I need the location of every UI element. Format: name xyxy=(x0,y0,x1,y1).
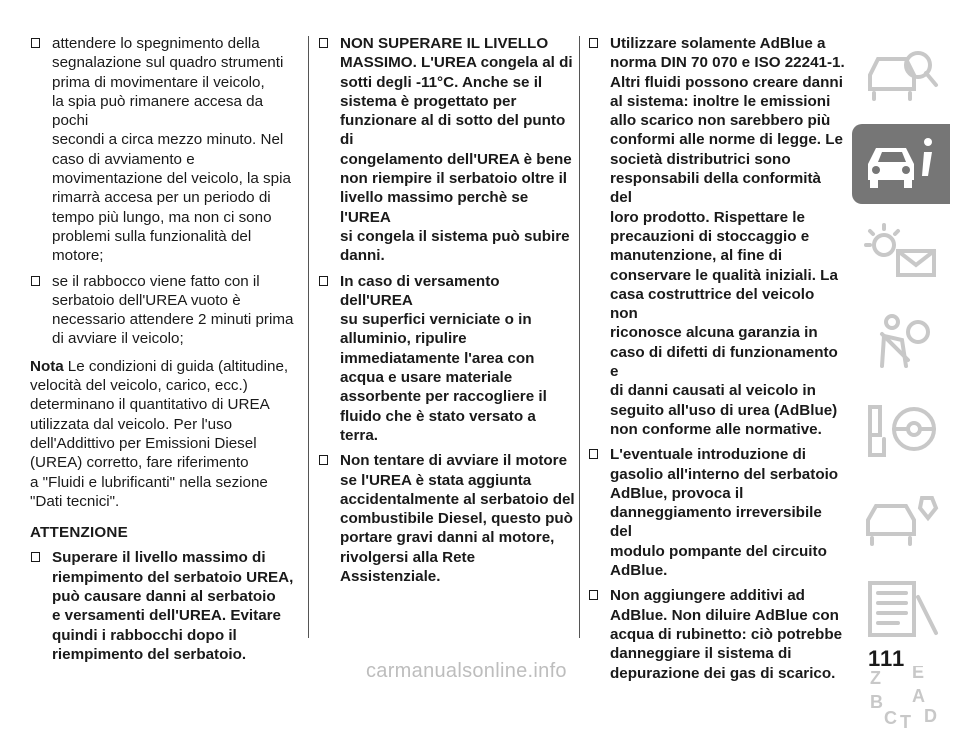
list-item xyxy=(30,34,302,266)
warning-item xyxy=(318,451,576,586)
index-letter: E xyxy=(912,666,925,682)
seatbelt-airbag-icon xyxy=(862,310,942,374)
watermark: carmanualsonline.info xyxy=(366,660,567,682)
tab-starting-driving[interactable] xyxy=(852,391,950,471)
index-letter: A xyxy=(912,686,925,706)
index-letter: Z xyxy=(870,668,881,688)
warning-item xyxy=(588,445,846,580)
warning-text: L'eventuale introduzione di gasolio all'interno del serbatoio AdBlue, provoca il danneggiamento irreversibile del modulo pompante del circuito AdBlue. xyxy=(610,446,839,580)
note-text: Le condizioni di guida (altitudine, velocità del veicolo, carico, ecc.) determinano il quantitativo di UREA utilizzata dal veicolo. Per l'uso dell'Addittivo per Emissioni Diesel (UREA) corretto, fare riferimento a "Fluidi e lubrificanti" nella sezione "Dati tecnici". xyxy=(30,357,289,510)
index-letter: C xyxy=(884,708,897,728)
index-letter: B xyxy=(870,692,883,712)
warning-item xyxy=(588,34,846,439)
chapter-sidebar xyxy=(852,35,950,747)
warning-item xyxy=(30,548,302,664)
list-item xyxy=(30,272,302,349)
page-number: 111 xyxy=(868,646,906,671)
checkbox-bullet-icon xyxy=(31,276,40,286)
light-mail-icon xyxy=(862,221,942,285)
warning-text: Non aggiungere additivi ad AdBlue. Non diluire AdBlue con acqua di rubinetto: ciò potrebbe danneggiare il sistema di depurazione dei gas di scarico. xyxy=(610,587,843,682)
warning-heading: ATTENZIONE xyxy=(30,524,128,542)
note-paragraph xyxy=(30,357,302,511)
alphabet-index-icon xyxy=(862,666,942,730)
index-letter: D xyxy=(924,706,937,726)
key-steering-wheel-icon xyxy=(862,399,942,463)
checkbox-bullet-icon xyxy=(589,38,598,48)
warning-text: Non tentare di avviare il motore se l'UREA è stata aggiunta accidentalmente al serbatoio del combustibile Diesel, questo può portare gravi danni al motore, rivolgersi alla Rete Assistenziale. xyxy=(340,452,575,586)
tab-maintenance[interactable] xyxy=(852,569,950,649)
index-letter: T xyxy=(900,712,911,730)
checkbox-bullet-icon xyxy=(319,276,328,286)
car-service-icon xyxy=(862,488,942,552)
tab-knowing-car[interactable] xyxy=(852,35,950,115)
checkbox-bullet-icon xyxy=(589,590,598,600)
checkbox-bullet-icon xyxy=(31,552,40,562)
car-info-icon xyxy=(862,132,942,196)
warning-text: NON SUPERARE IL LIVELLO MASSIMO. L'UREA congela al di sotti degli -11°C. Anche se il sistema è progettato per funzionare al di sotto del punto di congelamento dell'UREA è bene non riempire il serbatoio oltre il livello massimo perchè se l'UREA si congela il sistema può subire danni. xyxy=(340,35,573,265)
list-item-text: attendere lo spegnimento della segnalazione sul quadro strumenti prima di movimentare il veicolo, la spia può rimanere accesa da pochi secondi a circa mezzo minuto. Nel caso di avviamento e movimentazione del veicolo, la spia rimarrà accesa per un periodo di tempo più lungo, ma non ci sono problemi sulla funzionalità del motore; xyxy=(52,35,291,265)
tab-safety-seatbelt[interactable] xyxy=(852,302,950,382)
list-item-text: se il rabbocco viene fatto con il serbatoio dell'UREA vuoto è necessario attendere 2 minuti prima di avviare il veicolo; xyxy=(52,272,294,348)
note-label: Nota xyxy=(30,357,64,375)
tab-emergency[interactable] xyxy=(852,480,950,560)
column-left xyxy=(30,34,302,670)
warning-text: In caso di versamento dell'UREA su superfici verniciate o in alluminio, ripulire immediatamente l'area con acqua e usare materiale assorbente per raccogliere il fluido che è stato versato a terra. xyxy=(340,272,547,444)
checkbox-bullet-icon xyxy=(589,449,598,459)
column-right xyxy=(588,34,846,689)
warning-item xyxy=(318,272,576,446)
warning-text: Superare il livello massimo di riempimento del serbatoio UREA, può causare danni al serbatoio e versamenti dell'UREA. Evitare quindi i rabbocchi dopo il riempimento del serbatoio. xyxy=(52,549,294,663)
warning-item xyxy=(588,586,846,682)
tab-safety-lights[interactable] xyxy=(852,213,950,293)
warning-text: Utilizzare solamente AdBlue a norma DIN 70 070 e ISO 22241-1. Altri fluidi possono creare danni al sistema: inoltre le emissioni allo scarico non sarebbero più conformi alle norme di legge. Le società distributrici sono responsabili della conformità del loro prodotto. Rispettare le precauzioni di stoccaggio e manutenzione, al fine di conservare le qualità iniziali. La casa costruttrice del veicolo non riconosce alcuna garanzia in caso di difetti di funzionamento e di danni causati al veicolo in seguito all'uso di urea (AdBlue) non conforme alle normative. xyxy=(610,35,845,438)
car-search-icon xyxy=(862,43,942,107)
wrench-list-icon xyxy=(862,577,942,641)
warning-item xyxy=(318,34,576,266)
column-divider xyxy=(308,36,309,638)
tab-dashboard-info[interactable] xyxy=(852,124,950,204)
column-middle xyxy=(318,34,576,592)
checkbox-bullet-icon xyxy=(319,455,328,465)
checkbox-bullet-icon xyxy=(31,38,40,48)
checkbox-bullet-icon xyxy=(319,38,328,48)
column-divider xyxy=(579,36,580,638)
